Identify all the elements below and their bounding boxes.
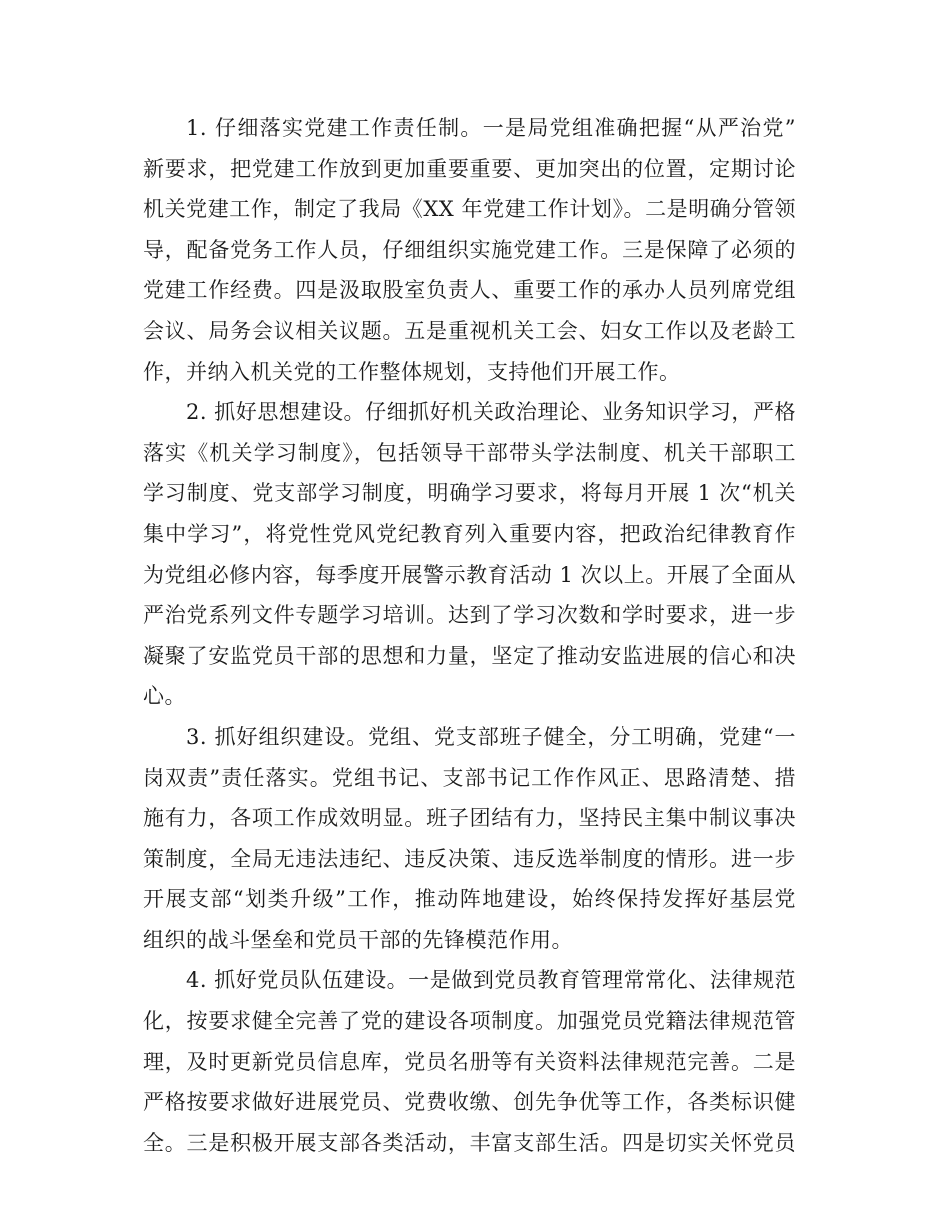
text-line: 3. 抓好组织建设。党组、党支部班子健全，分工明确，党建“一 (186, 724, 796, 749)
text-line: 为党组必修内容，每季度开展警示教育活动 1 次以上。开展了全面从 (143, 562, 796, 587)
paragraph-ideological-building (143, 392, 796, 717)
text-line: 化，按要求健全完善了党的建设各项制度。加强党员党籍法律规范管 (143, 1009, 796, 1034)
paragraph-organizational-building (143, 717, 796, 961)
document-body (143, 108, 796, 1163)
text-line: 全。三是积极开展支部各类活动，丰富支部生活。四是切实关怀党员 (143, 1130, 796, 1155)
text-line: 作，并纳入机关党的工作整体规划，支持他们开展工作。 (143, 359, 681, 384)
paragraph-party-building-responsibility (143, 108, 796, 392)
text-line: 岗双责”责任落实。党组书记、支部书记工作作风正、思路清楚、措 (143, 765, 796, 790)
text-line: 组织的战斗堡垒和党员干部的先锋模范作用。 (143, 927, 573, 952)
text-line: 会议、局务会议相关议题。五是重视机关工会、妇女工作以及老龄工 (143, 318, 796, 343)
paragraph-membership-building (143, 960, 796, 1163)
text-line: 党建工作经费。四是汲取股室负责人、重要工作的承办人员列席党组 (143, 278, 796, 303)
text-line: 严格按要求做好进展党员、党费收缴、创先争优等工作，各类标识健 (143, 1090, 796, 1115)
text-line: 施有力，各项工作成效明显。班子团结有力，坚持民主集中制议事决 (143, 806, 796, 831)
text-line: 导，配备党务工作人员，仔细组织实施党建工作。三是保障了必须的 (143, 237, 796, 262)
text-line: 落实《机关学习制度》，包括领导干部带头学法制度、机关干部职工 (143, 440, 796, 465)
text-line: 严治党系列文件专题学习培训。达到了学习次数和学时要求，进一步 (143, 603, 796, 628)
text-line: 4. 抓好党员队伍建设。一是做到党员教育管理常常化、法律规范 (186, 968, 796, 993)
text-line: 新要求，把党建工作放到更加重要重要、更加突出的位置，定期讨论 (143, 156, 796, 181)
text-line: 1. 仔细落实党建工作责任制。一是局党组准确把握“从严治党” (186, 116, 796, 140)
text-line: 集中学习”，将党性党风党纪教育列入重要内容，把政治纪律教育作 (143, 521, 796, 546)
text-line: 开展支部“划类升级”工作，推动阵地建设，始终保持发挥好基层党 (143, 887, 796, 912)
text-line: 策制度，全局无违法违纪、违反决策、违反选举制度的情形。进一步 (143, 846, 796, 871)
text-line: 2. 抓好思想建设。仔细抓好机关政治理论、业务知识学习，严格 (186, 400, 796, 425)
text-line: 机关党建工作，制定了我局《XX 年党建工作计划》。二是明确分管领 (143, 197, 796, 222)
text-line: 凝聚了安监党员干部的思想和力量，坚定了推动安监进展的信心和决 (143, 643, 796, 668)
text-line: 理，及时更新党员信息库，党员名册等有关资料法律规范完善。二是 (143, 1049, 796, 1074)
text-line: 心。 (143, 684, 186, 709)
text-line: 学习制度、党支部学习制度，明确学习要求，将每月开展 1 次“机关 (143, 481, 796, 506)
